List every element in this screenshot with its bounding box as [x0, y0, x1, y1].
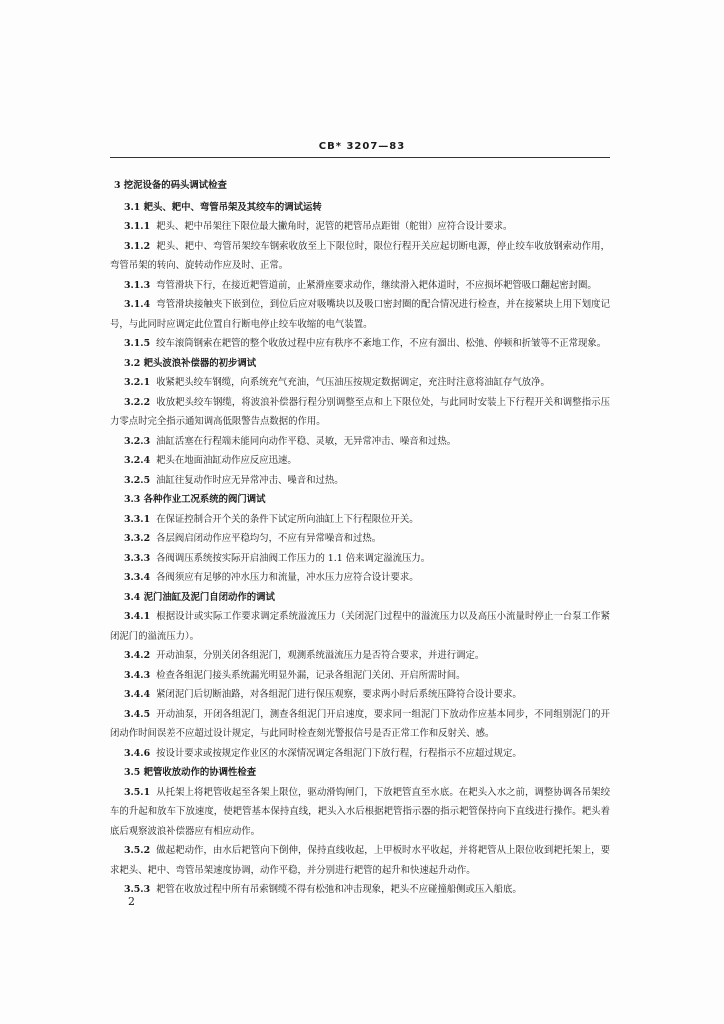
clause-number: 3.4.5 — [124, 708, 151, 720]
clause-number: 3.2.3 — [124, 435, 151, 447]
section-3-4-title: 3.4 泥门油缸及泥门自闭动作的调试 — [124, 591, 275, 603]
clause-text: 弯管滑块下行，在接近耙管道前，止紧滑座要求动作，继续滑入耙体道时，不应损坏耙管吸口翻起密封圈。 — [156, 279, 597, 291]
section-3-1-title: 3.1 耙头、耙中、弯管吊架及其绞车的调试运转 — [124, 201, 322, 213]
clause-3-1-1 — [110, 217, 610, 237]
clause-text: 收紧耙头绞车钢缆，向系统充气充油，气压油压按规定数据调定，充注时注意将油缸存气放净。 — [156, 377, 550, 388]
section-3-5-title: 3.5 耙管收放动作的协调性检查 — [124, 767, 257, 778]
document-header: CB* 3207—83 — [318, 141, 406, 152]
clause-3-2-1 — [110, 373, 610, 393]
clause-3-4-4 — [110, 685, 610, 705]
clause-text: 从托架上将耙管收起至各架上限位，驱动滑钩闸门，下放耙管直至水底。在耙头入水之前，调整协调各吊架绞车的升起和放车下放速度，使耙管基本保持直线，耙头入水后根据耙管指示器的指示耙管保持向下直线进行操作。耙头着底后观察波浪补偿器应有相应动作。 — [110, 786, 610, 837]
clause-3-1-2 — [110, 237, 610, 276]
page-number: 2 — [128, 895, 135, 908]
clause-3-5-3 — [110, 880, 610, 900]
clause-3-3-2 — [110, 529, 610, 549]
clause-text: 紧闭泥门后切断油路，对各组泥门进行保压观察，要求两小时后系统压降符合设计要求。 — [156, 689, 522, 700]
clause-3-4-6 — [110, 744, 610, 764]
clause-number: 3.5.3 — [124, 884, 151, 895]
clause-3-2-2 — [110, 393, 610, 432]
clause-number: 3.2.2 — [124, 396, 151, 408]
clause-3-3-4 — [110, 568, 610, 588]
clause-3-4-5 — [110, 705, 610, 744]
clause-text: 耙管在收放过程中所有吊索钢缆不得有松弛和冲击现象，耙头不应碰撞船侧或压入船底。 — [156, 884, 522, 895]
clause-number: 3.5.2 — [124, 845, 151, 856]
clause-number: 3.5.1 — [124, 786, 151, 798]
clause-3-2-4 — [110, 451, 610, 471]
clause-number: 3.3.1 — [124, 513, 151, 525]
clause-text: 油缸往复动作时应无异常冲击、噪音和过热。 — [156, 474, 344, 486]
section-3-2-title: 3.2 耙头波浪补偿器的初步调试 — [124, 357, 257, 369]
clause-text: 收放耙头绞车钢缆，将波浪补偿器行程分别调整至点和上下限位处，与此同时安装上下行程开关和调整指示压力零点时完全指示通知调高低限警告点数据的作用。 — [110, 396, 610, 427]
section-3-3-title: 3.3 各种作业工况系统的阀门调试 — [124, 494, 266, 505]
clause-text: 绞车滚筒钢索在耙管的整个收放过程中应有秩序不紊地工作，不应有溜出、松弛、停顿和折皱等不正常现象。 — [156, 338, 607, 349]
clause-number: 3.3.4 — [124, 572, 151, 583]
clause-text: 弯管滑块接触夹下嵌到位，到位后应对吸嘴块以及吸口密封圈的配合情况进行检查，并在接紧块上用下划度记号，与此同时应调定此位置自行断电停止绞车收缩的电气装置。 — [110, 299, 610, 330]
clause-3-3-3 — [110, 549, 610, 569]
clause-number: 3.4.4 — [124, 689, 151, 700]
clause-number: 3.1.3 — [124, 279, 151, 291]
clause-3-3-1 — [110, 510, 610, 530]
clause-text: 根据设计或实际工作要求调定系统溢流压力（关闭泥门过程中的溢流压力以及高压小流量时停止一台泵工作紧闭泥门的溢流压力）。 — [110, 611, 610, 642]
clause-text: 油缸活塞在行程端未能同向动作平稳、灵敏，无异常冲击、噪音和过热。 — [156, 435, 457, 447]
clause-3-4-2 — [110, 646, 610, 666]
clause-3-1-5 — [110, 334, 610, 354]
clause-number: 3.4.2 — [124, 650, 151, 661]
clause-3-4-1 — [110, 607, 610, 646]
clause-text: 按设计要求或按规定作业区的水深情况调定各组泥门下放行程，行程指示不应超过规定。 — [156, 747, 522, 759]
clause-number: 3.2.4 — [124, 455, 151, 466]
clause-number: 3.4.3 — [124, 669, 151, 681]
clause-text: 各阀调压系统按实际开启油阀工作压力的 1.1 倍来调定溢流压力。 — [156, 552, 431, 564]
clause-text: 耙头在地面油缸动作应反应迅速。 — [156, 455, 297, 466]
clause-number: 3.4.6 — [124, 747, 151, 759]
clause-number: 3.1.5 — [124, 338, 151, 349]
clause-3-2-3 — [110, 432, 610, 452]
clause-number: 3.4.1 — [124, 611, 151, 622]
clause-number: 3.1.1 — [124, 221, 151, 232]
clause-number: 3.1.4 — [124, 299, 151, 310]
clause-number: 3.3.2 — [124, 533, 151, 544]
header-rule — [110, 157, 610, 158]
clause-3-1-3 — [110, 276, 610, 296]
clause-text: 耙头、耙中吊架往下限位最大撇角时，泥管的耙管吊点距钳（舵钳）应符合设计要求。 — [156, 221, 513, 232]
clause-text: 各阀须应有足够的冲水压力和流量，冲水压力应符合设计要求。 — [156, 572, 419, 583]
clause-text: 在保证控制合开个关的条件下试定所向油缸上下行程限位开关。 — [156, 513, 419, 525]
clause-text: 开动油泵，开闭各组泥门，测查各组泥门开启速度，要求同一组泥门下放动作应基本同步，不同组别泥门的开闭动作时间误差不应超过设计规定，与此同时检查刻光警报信号是否正常工作和反射关、感。 — [110, 708, 610, 739]
clause-text: 各层阀启闭动作应平稳均匀，不应有异常噪音和过热。 — [156, 533, 382, 544]
clause-3-5-2 — [110, 841, 610, 880]
document-body — [110, 176, 610, 900]
clause-text: 做起耙动作，由水后耙管向下倒伸，保持直线收起，上甲板时水平收起，并将耙管从上限位收到耙托架上，要求耙头、耙中、弯管吊架速度协调，动作平稳，并分别进行耙管的起升和快速起升动作。 — [110, 845, 610, 876]
clause-text: 检查各组泥门接头系统漏光明显外漏，记录各组泥门关闭、开启所需时间。 — [156, 669, 466, 681]
clause-3-2-5 — [110, 471, 610, 491]
clause-text: 开动油泵，分别关闭各组泥门，观测系统溢流压力是否符合要求，并进行调定。 — [156, 650, 485, 661]
clause-number: 3.1.2 — [124, 240, 151, 252]
clause-3-4-3 — [110, 666, 610, 686]
section-3-title: 3 挖泥设备的码头调试检查 — [114, 180, 227, 191]
clause-3-5-1 — [110, 783, 610, 842]
clause-number: 3.2.5 — [124, 474, 151, 486]
clause-3-1-4 — [110, 295, 610, 334]
clause-number: 3.3.3 — [124, 552, 151, 564]
clause-text: 耙头、耙中、弯管吊架绞车钢索收放至上下限位时，限位行程开关应起切断电源，停止绞车收放钢索动作用，弯管吊架的转向、旋转动作应及时、正常。 — [110, 240, 610, 271]
clause-number: 3.2.1 — [124, 377, 151, 388]
